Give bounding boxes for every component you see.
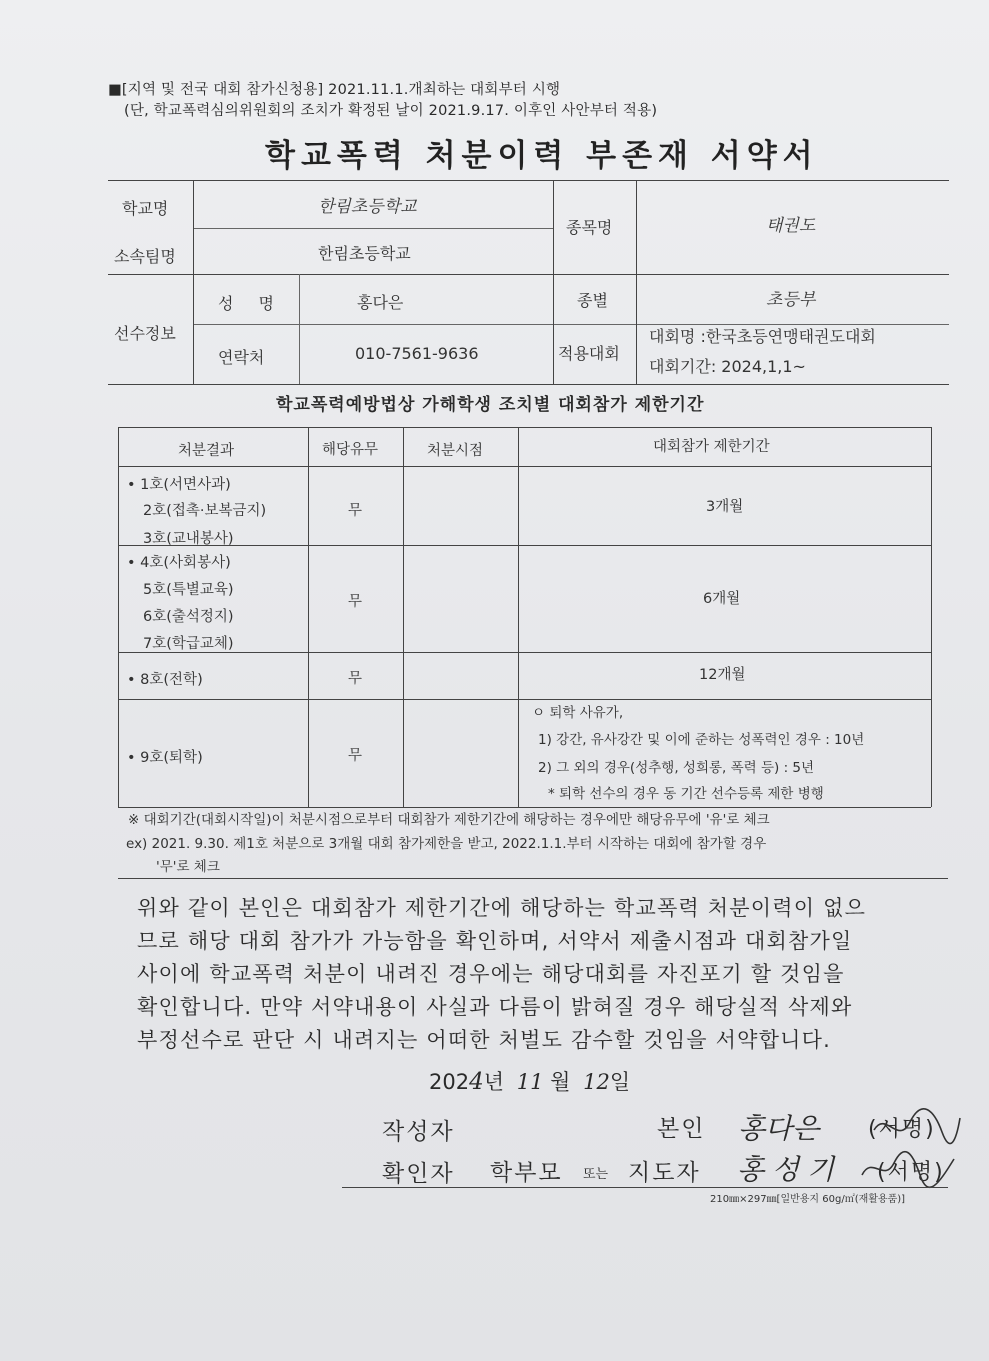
table-row-result: • 9호(퇴학)	[127, 750, 203, 766]
competition-label: 적용대회	[558, 344, 620, 363]
table-row-divider	[118, 545, 931, 546]
notice-line-1: ■[지역 및 전국 대회 참가신청용] 2021.11.1.개최하는 대회부터 시행	[108, 82, 561, 98]
name-label: 성 명	[218, 294, 284, 313]
table-row-applicable: 무	[348, 594, 363, 610]
table-row-applicable: 무	[348, 671, 363, 687]
coach-label: 지도자	[628, 1160, 701, 1186]
statement-line: 위와 같이 본인은 대회참가 제한기간에 해당하는 학교폭력 처분이력이 없으	[137, 896, 867, 920]
table-header-date: 처분시점	[427, 443, 484, 459]
division-value: 초등부	[766, 290, 816, 310]
statement-line: 부정선수로 판단 시 내려지는 어떠한 처벌도 감수할 것임을 서약합니다.	[137, 1028, 831, 1052]
table-col-divider	[403, 427, 404, 807]
table-header-bottom	[118, 466, 931, 467]
self-signature-name: 홍다은	[738, 1112, 820, 1145]
table-col-divider	[518, 427, 519, 807]
table-row-divider	[118, 652, 931, 653]
paper-spec: 210㎜×297㎜[일반용지 60g/㎡(재활용품)]	[710, 1194, 906, 1205]
table-row-result: • 8호(전학)	[127, 672, 203, 688]
date-year-prefix: 202	[429, 1070, 470, 1094]
school-value: 한림초등학교	[318, 197, 417, 217]
info-col-divider	[636, 180, 637, 384]
table-row-result: • 1호(서면사과)	[127, 477, 231, 493]
table-right-border	[931, 427, 932, 807]
statement-line: 확인합니다. 만약 서약내용이 사실과 다름이 밝혀질 경우 해당실적 삭제와	[137, 995, 853, 1019]
table-header-limit: 대회참가 제한기간	[653, 439, 770, 455]
event-value: 태권도	[766, 216, 816, 236]
info-row-divider	[193, 228, 553, 229]
date-day-label: 일	[609, 1070, 631, 1094]
table-top-border	[118, 427, 931, 428]
self-label: 본인	[657, 1116, 706, 1142]
table-row-result: 2호(접촉·보복금지)	[143, 503, 267, 519]
table-row-divider	[118, 699, 931, 700]
table-row-limit: 6개월	[703, 591, 741, 607]
info-col-divider	[193, 180, 194, 384]
table-header-applicable: 해당유무	[322, 442, 379, 458]
date-month-hand: 11	[516, 1070, 544, 1094]
team-label: 소속팀명	[114, 247, 176, 266]
table-row-result: 5호(특별교육)	[143, 582, 234, 598]
school-label: 학교명	[122, 199, 169, 218]
table-row-result: 6호(출석정지)	[143, 609, 234, 625]
info-row-divider	[108, 274, 949, 275]
document-title: 학교폭력 처분이력 부존재 서약서	[265, 138, 819, 174]
self-signature-scribble	[868, 1106, 964, 1148]
table-row-applicable: 무	[348, 748, 363, 764]
date-month-label: 월	[550, 1070, 571, 1094]
writer-label: 작성자	[382, 1119, 455, 1145]
or-label: 또는	[583, 1167, 609, 1182]
notice-line-2: (단, 학교폭력심의위원회의 조치가 확정된 날이 2021.9.17. 이후인 사안부터 적용)	[124, 103, 658, 119]
team-value: 한림초등학교	[318, 244, 411, 263]
table-row-applicable: 무	[348, 503, 363, 519]
info-col-divider	[553, 180, 554, 384]
coach-signature-scribble	[858, 1145, 958, 1189]
statement-line: 므로 해당 대회 참가가 가능함을 확인하며, 서약서 제출시점과 대회참가일	[137, 929, 853, 953]
table-left-border	[118, 427, 119, 807]
name-value: 홍다은	[357, 293, 404, 312]
info-table-bottom-border	[108, 384, 949, 385]
notes-divider	[118, 878, 948, 879]
table-row-result: 3호(교내봉사)	[143, 531, 234, 547]
competition-period: 대회기간: 2024,1,1~	[649, 357, 806, 376]
bottom-divider	[342, 1187, 948, 1188]
athlete-info-label: 선수정보	[114, 324, 176, 343]
contact-value: 010-7561-9636	[355, 344, 479, 363]
date-day-hand: 12	[583, 1070, 610, 1094]
parent-label: 학부모	[490, 1160, 563, 1186]
contact-label: 연락처	[218, 348, 265, 367]
coach-signature-name: 홍성기	[737, 1153, 843, 1186]
table-header-result: 처분결과	[178, 443, 235, 459]
table-row-limit-line: 1) 강간, 유사강간 및 이에 준하는 성폭력인 경우 : 10년	[538, 732, 865, 748]
competition-name: 대회명 :한국초등연맹태권도대회	[649, 327, 876, 346]
statement-line: 사이에 학교폭력 처분이 내려진 경우에는 해당대회를 자진포기 할 것임을	[137, 962, 845, 986]
note-1: ※ 대회기간(대회시작일)이 처분시점으로부터 대회참가 제한기간에 해당하는 경우에만 해당유무에 '유'로 체크	[128, 812, 770, 828]
note-2: ex) 2021. 9.30. 제1호 처분으로 3개월 대회 참가제한을 받고, 2022.1.1.부터 시작하는 대회에 참가할 경우	[126, 836, 767, 852]
table-row-limit: 12개월	[699, 667, 746, 683]
event-label: 종목명	[566, 218, 613, 237]
self-sign-label: (서명)	[868, 1117, 936, 1142]
table-row-result: • 4호(사회봉사)	[127, 555, 231, 571]
table-row-limit-line: ㅇ 퇴학 사유가,	[532, 705, 624, 721]
coach-sign-label: (서명)	[877, 1160, 945, 1185]
section-title: 학교폭력예방법상 가해학생 조치별 대회참가 제한기간	[276, 395, 705, 415]
date-line	[429, 1066, 630, 1096]
date-year-label: 년	[483, 1070, 505, 1094]
table-row-limit: 3개월	[706, 499, 744, 515]
division-label: 종별	[577, 291, 608, 310]
info-col-divider	[299, 274, 300, 384]
date-year-hand: 4	[469, 1069, 484, 1095]
confirm-label: 확인자	[382, 1161, 455, 1187]
table-col-divider	[308, 427, 309, 807]
info-table-top-border	[108, 180, 949, 181]
note-3: '무'로 체크	[156, 859, 220, 875]
table-row-result: 7호(학급교체)	[143, 636, 234, 652]
table-row-limit-line: 2) 그 외의 경우(성추행, 성희롱, 폭력 등) : 5년	[538, 760, 815, 776]
table-row-limit-line: * 퇴학 선수의 경우 동 기간 선수등록 제한 병행	[548, 786, 824, 802]
